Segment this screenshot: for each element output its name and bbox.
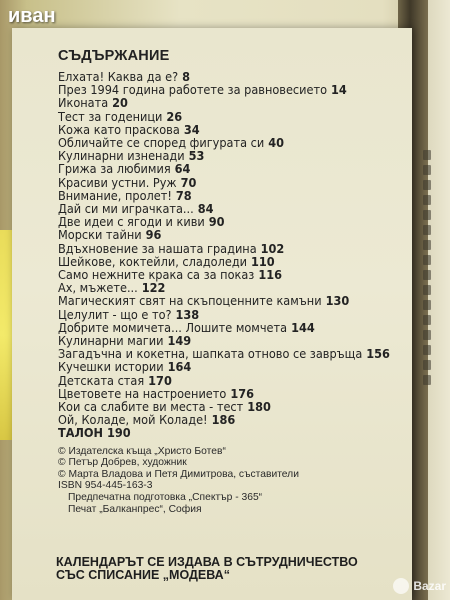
credit-line: ISBN 954-445-163-3 (58, 480, 153, 492)
toc-entry-title: Кожа като праскова (58, 121, 180, 137)
toc-entry-page: 180 (247, 399, 271, 415)
toc-entry-page: 90 (208, 214, 225, 230)
toc-entry-title: Цветовете на настроението (58, 385, 227, 401)
toc-entry (58, 426, 398, 439)
toc-entry-page: 70 (180, 174, 197, 190)
toc-entry-title: Внимание, пролет! (58, 187, 172, 203)
toc-entry-title: Добрите момичета... Лошите момчета (58, 319, 288, 335)
toc-entry-title: Кучешки истории (58, 359, 164, 375)
toc-entry-title: Вдъхновение за нашата градина (58, 240, 257, 256)
watermark-circle-icon (393, 578, 409, 594)
footer-note (56, 556, 401, 582)
toc-entry-page: 144 (291, 319, 315, 335)
toc-entry-page: 110 (251, 253, 275, 269)
footer-line-1: КАЛЕНДАРЪТ СЕ ИЗДАВА В СЪТРУДНИЧЕСТВО (56, 555, 358, 569)
toc-entry-title: Кулинарни магии (58, 333, 164, 349)
watermark-logo (393, 578, 446, 594)
facing-page-text-fragments (423, 150, 443, 390)
toc-entry-title: Тест за годеници (58, 108, 163, 124)
toc-entry-title: Детската стая (58, 372, 145, 388)
toc-entry-title: ТАЛОН (58, 425, 104, 441)
toc-entry-page: 116 (258, 267, 282, 283)
toc-entry-title: Само нежните крака са за показ (58, 267, 255, 283)
toc-entry-title: Кулинарни изненади (58, 148, 185, 164)
toc-entry-title: Морски тайни (58, 227, 142, 243)
toc-entry-page: 84 (197, 201, 214, 217)
credit-line: © Марта Владова и Петя Димитрова, съставители (58, 468, 299, 480)
toc-entry-page: 149 (167, 333, 192, 349)
credit-line: Предпечатна подготовка „Спектър - 365“ (68, 492, 263, 504)
credit-line: © Издателска къща „Христо Ботев“ (58, 445, 226, 457)
toc-entry-title: Целулит - що е то? (58, 306, 172, 322)
watermark-text: Bazar (413, 579, 446, 593)
toc-entry-page: 26 (166, 108, 183, 124)
toc-entry-page: 122 (141, 280, 166, 296)
toc-entry-page: 170 (148, 372, 172, 388)
toc-entry-title: Красиви устни. Руж (58, 174, 177, 190)
credit-line: Печат „Балканпрес“, София (68, 503, 202, 515)
toc-entry-title: Магическият свят на скъпоценните камъни (58, 293, 322, 309)
toc-entry-title: Обличайте се според фигурата си (58, 135, 265, 151)
toc-entry-page: 130 (325, 293, 350, 309)
toc-entry-title: Иконата (58, 95, 109, 111)
toc-entry-title: Кои са слабите ви места - тест (58, 399, 244, 415)
toc-entry-page: 78 (175, 187, 192, 203)
toc-entry-title: Шейкове, коктейли, сладоледи (58, 253, 248, 269)
toc-entry-page: 20 (112, 95, 128, 111)
toc-entry-title: Елхата! Каква да е? (58, 69, 179, 84)
toc-section (58, 48, 398, 515)
toc-entry-page: 8 (182, 69, 191, 84)
footer-line-2: СЪС СПИСАНИЕ „МОДЕВА“ (56, 568, 230, 582)
user-tag: иван (8, 5, 56, 27)
toc-entry-page: 176 (230, 385, 254, 401)
toc-entry-page: 102 (260, 240, 285, 256)
toc-entry-title: Ой, Коладе, мой Коладе! (58, 412, 208, 428)
toc-entry-page: 64 (174, 161, 191, 177)
toc-entry-page: 96 (145, 227, 162, 243)
toc-entry-page: 34 (183, 121, 200, 137)
toc-entry-title: Дай си ми играчката... (58, 201, 194, 217)
toc-entry-page: 190 (107, 425, 131, 441)
toc-title: СЪДЪРЖАНИЕ (58, 48, 170, 64)
toc-entry-title: Ах, мъжете... (58, 280, 138, 296)
toc-entry-page: 14 (331, 82, 347, 98)
toc-entry-page: 138 (175, 306, 200, 322)
toc-entry-page: 164 (167, 359, 192, 375)
toc-entry-title: През 1994 година работете за равновесието (58, 82, 328, 98)
toc-entry-title: Загадъчна и кокетна, шапката отново се завръща (58, 346, 363, 362)
toc-entry-title: Грижа за любимия (58, 161, 171, 177)
toc-entry (58, 83, 398, 96)
credits-block (58, 446, 398, 516)
credit-line: © Петър Добрев, художник (58, 457, 187, 469)
toc-list (58, 70, 398, 440)
toc-entry-page: 156 (366, 346, 390, 362)
toc-entry-page: 53 (188, 148, 205, 164)
toc-entry-page: 40 (268, 135, 284, 151)
toc-entry-title: Две идеи с ягоди и киви (58, 214, 205, 230)
toc-entry-page: 186 (211, 412, 236, 428)
